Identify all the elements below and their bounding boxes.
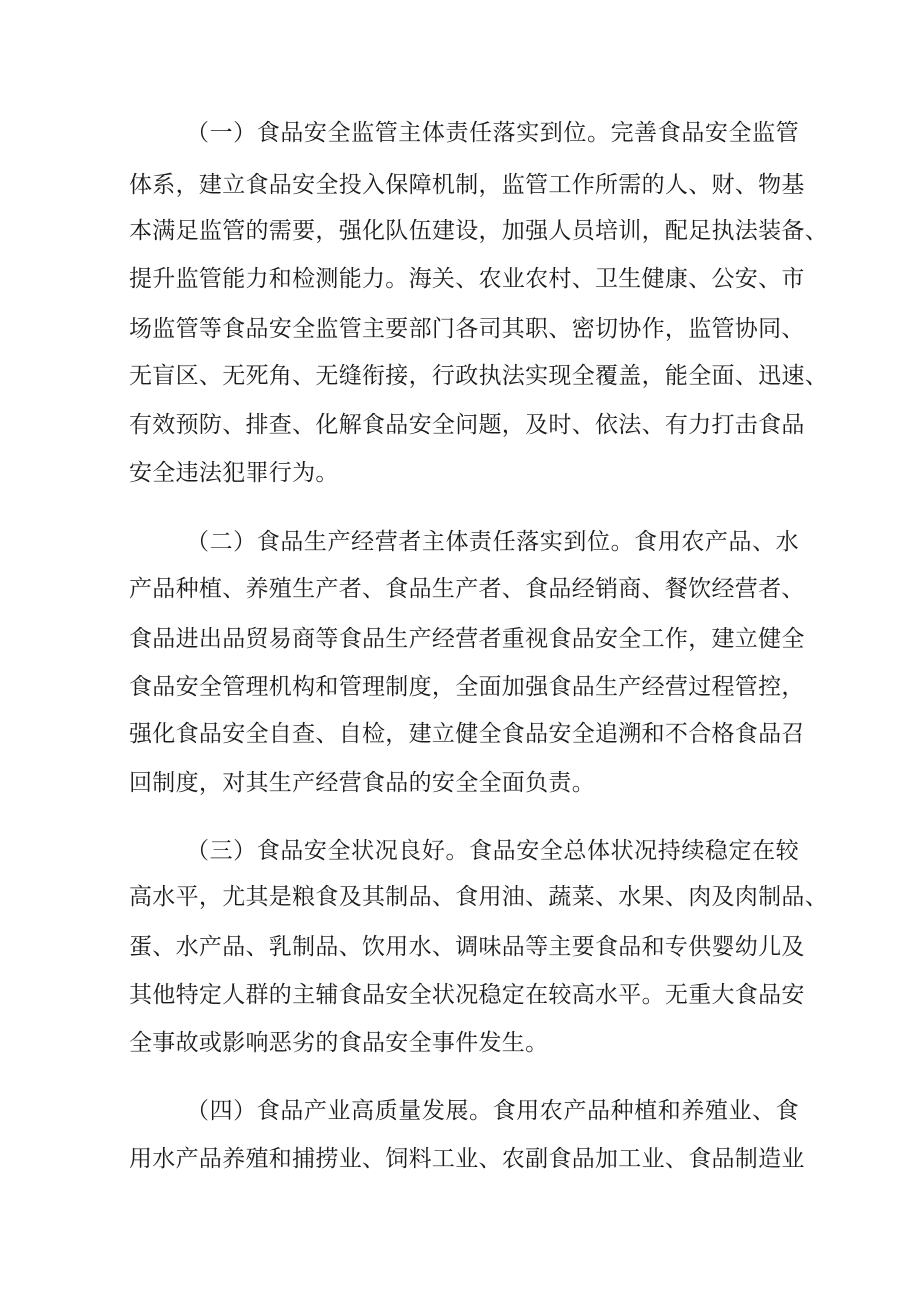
paragraph-line: （二）食品生产经营者主体责任落实到位。食用农产品、水 [186, 529, 799, 555]
paragraph-line: 场监管等食品安全监管主要部门各司其职、密切协作，监管协同、 [129, 316, 805, 342]
paragraph-line: 蛋、水产品、乳制品、饮用水、调味品等主要食品和专供婴幼儿及 [129, 934, 805, 960]
paragraph-line: 食品安全管理机构和管理制度，全面加强食品生产经营过程管控， [129, 674, 805, 700]
paragraph-line: 本满足监管的需要，强化队伍建设，加强人员培训，配足执法装备、 [129, 218, 828, 244]
paragraph-line: 食品进出品贸易商等食品生产经营者重视食品安全工作，建立健全 [129, 626, 805, 652]
paragraph-line: （四）食品产业高质量发展。食用农产品种植和养殖业、食 [186, 1098, 799, 1124]
paragraph-line: 安全违法犯罪行为。 [129, 460, 339, 486]
paragraph-line: 高水平，尤其是粮食及其制品、食用油、蔬菜、水果、肉及肉制品、 [129, 884, 828, 910]
paragraph-line: 提升监管能力和检测能力。海关、农业农村、卫生健康、公安、市 [129, 266, 805, 292]
paragraph-line: 有效预防、排查、化解食品安全问题，及时、依法、有力打击食品 [129, 412, 805, 438]
paragraph-line: 用水产品养殖和捕捞业、饲料工业、农副食品加工业、食品制造业 [129, 1146, 805, 1172]
paragraph-line: 全事故或影响恶劣的食品安全事件发生。 [129, 1030, 549, 1056]
paragraph-line: 回制度，对其生产经营食品的安全全面负责。 [129, 770, 595, 796]
paragraph-line: 体系，建立食品安全投入保障机制，监管工作所需的人、财、物基 [129, 172, 805, 198]
paragraph-line: 其他特定人群的主辅食品安全状况稳定在较高水平。无重大食品安 [129, 982, 805, 1008]
paragraph-line: 产品种植、养殖生产者、食品生产者、食品经销商、餐饮经营者、 [129, 576, 805, 602]
paragraph-line: 无盲区、无死角、无缝衔接，行政执法实现全覆盖，能全面、迅速、 [129, 363, 828, 389]
paragraph-line: （三）食品安全状况良好。食品安全总体状况持续稳定在较 [186, 838, 799, 864]
paragraph-line: 强化食品安全自查、自检，建立健全食品安全追溯和不合格食品召 [129, 721, 805, 747]
paragraph-line: （一）食品安全监管主体责任落实到位。完善食品安全监管 [186, 120, 799, 146]
